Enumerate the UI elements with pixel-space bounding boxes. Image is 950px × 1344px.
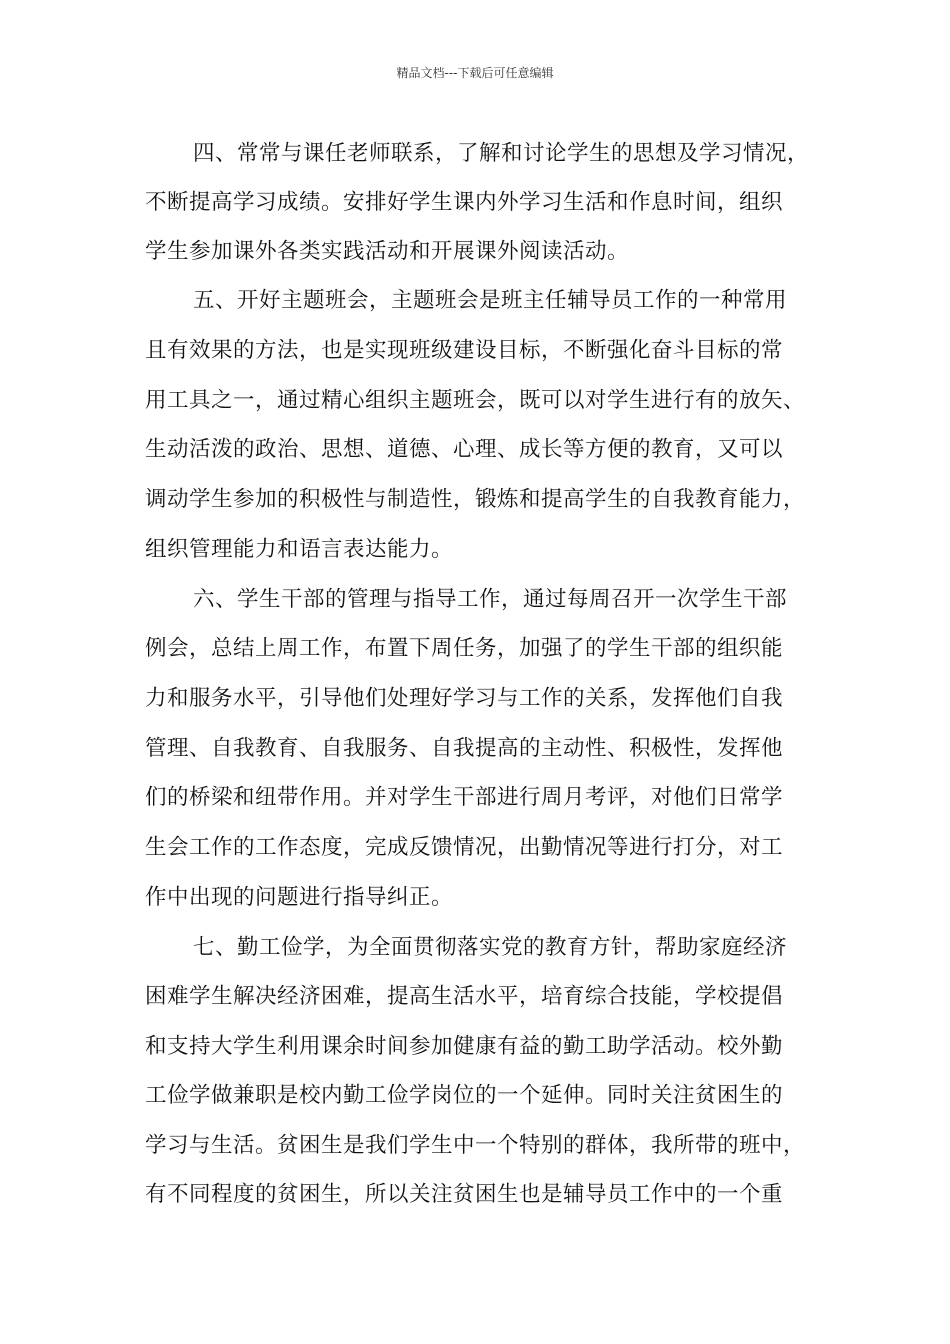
paragraph-line: 五、开好主题班会，主题班会是班主任辅导员工作的一种常用 (193, 288, 788, 313)
paragraph-line: 学习与生活。贫困生是我们学生中一个特别的群体，我所带的班中， (145, 1133, 806, 1158)
paragraph-line: 例会，总结上周工作，布置下周任务，加强了的学生干部的组织能 (145, 636, 784, 661)
paragraph-line: 生会工作的工作态度，完成反馈情况，出勤情况等进行打分，对工 (145, 835, 784, 860)
paragraph-line: 力和服务水平，引导他们处理好学习与工作的关系，发挥他们自我 (145, 686, 784, 711)
paragraph-line: 作中出现的问题进行指导纠正。 (145, 885, 454, 910)
paragraph-line: 组织管理能力和语言表达能力。 (145, 537, 454, 562)
paragraph-line: 且有效果的方法，也是实现班级建设目标，不断强化奋斗目标的常 (145, 338, 784, 363)
paragraph-line: 四、常常与课任老师联系，了解和讨论学生的思想及学习情况， (193, 141, 810, 166)
paragraph-line: 七、勤工俭学，为全面贯彻落实党的教育方针，帮助家庭经济 (193, 935, 788, 960)
paragraph-line: 们的桥梁和纽带作用。并对学生干部进行周月考评，对他们日常学 (145, 785, 784, 810)
paragraph-line: 调动学生参加的积极性与制造性，锻炼和提高学生的自我教育能力， (145, 487, 806, 512)
paragraph-line: 不断提高学习成绩。安排好学生课内外学习生活和作息时间，组织 (145, 190, 784, 215)
paragraph-line: 管理、自我教育、自我服务、自我提高的主动性、积极性，发挥他 (145, 736, 784, 761)
paragraph-line: 工俭学做兼职是校内勤工俭学岗位的一个延伸。同时关注贫困生的 (145, 1083, 784, 1108)
paragraph-line: 六、学生干部的管理与指导工作，通过每周召开一次学生干部 (193, 587, 788, 612)
paragraph-line: 困难学生解决经济困难，提高生活水平，培育综合技能，学校提倡 (145, 984, 784, 1009)
paragraph-line: 生动活泼的政治、思想、道德、心理、成长等方便的教育，又可以 (145, 437, 784, 462)
paragraph-line: 学生参加课外各类实践活动和开展课外阅读活动。 (145, 239, 630, 264)
paragraph-line: 有不同程度的贫困生，所以关注贫困生也是辅导员工作中的一个重 (145, 1182, 784, 1207)
page-header: 精品文档---下载后可任意编辑 (396, 66, 554, 80)
paragraph-line: 和支持大学生利用课余时间参加健康有益的勤工助学活动。校外勤 (145, 1034, 784, 1059)
paragraph-line: 用工具之一，通过精心组织主题班会，既可以对学生进行有的放矢、 (145, 388, 806, 413)
